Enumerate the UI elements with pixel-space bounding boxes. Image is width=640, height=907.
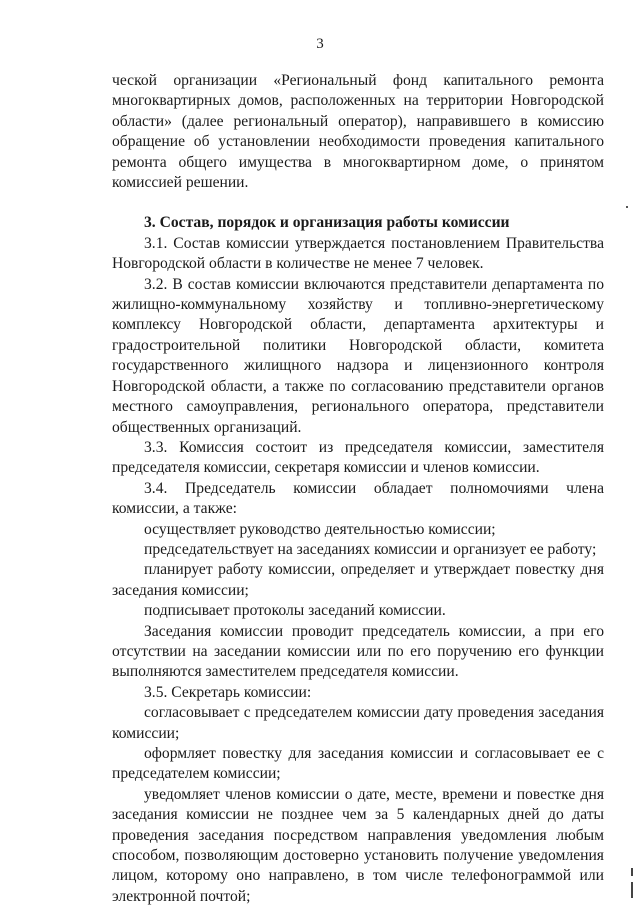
- paragraph-3-5: 3.5. Секретарь комиссии:: [144, 683, 312, 701]
- scan-edge-mark: [631, 882, 633, 898]
- page-number: 3: [316, 36, 324, 52]
- secretary-duty-item: оформляет повестку для заседания комиссии и согласовывает ее с председателем комиссии;: [112, 745, 604, 783]
- paragraph-3-1: 3.1. Состав комиссии утверждается постановлением Правительства Новгородской области в количестве не менее 7 человек.: [112, 234, 604, 273]
- scan-speck: [626, 206, 628, 208]
- scan-edge-mark: [631, 868, 633, 876]
- chair-duty-item: осуществляет руководство деятельностью комиссии;: [144, 520, 496, 538]
- chair-duty-item: председательствует на заседаниях комиссии и организует ее работу;: [144, 540, 597, 558]
- paragraph-3-2: 3.2. В состав комиссии включаются представители департамента по жилищно-коммунальному хозяйству и топливно-энергетическому комплексу Новгородской области, департамента архитектуры и градостроительной политики Новгородской области, комитета государственного жилищного надзора и лицензионного контроля Новгородской области, а также по согласованию представители органов местного самоуправления, регионального оператора, представители общественных организаций.: [112, 275, 604, 436]
- paragraph-3-3: 3.3. Комиссия состоит из председателя комиссии, заместителя председателя комиссии, секретаря комиссии и членов комиссии.: [112, 438, 604, 477]
- section-heading: 3. Состав, порядок и организация работы комиссии: [144, 214, 510, 232]
- secretary-duty-item: согласовывает с председателем комиссии дату проведения заседания комиссии;: [112, 704, 604, 742]
- paragraph-continuation: ческой организации «Региональный фонд капитального ремонта многоквартирных домов, расположенных на территории Новгородской области» (далее региональный оператор), направившего в комиссию обращение об установлении необходимости проведения капитального ремонта общего имущества в многоквартирном доме, о принятом комиссией решении.: [112, 72, 604, 192]
- paragraph-meetings: Заседания комиссии проводит председатель комиссии, а при его отсутствии на заседании комиссии или по его поручению его функции выполняются заместителем председателя комиссии.: [112, 622, 604, 681]
- chair-duty-item: подписывает протоколы заседаний комиссии.: [144, 602, 446, 620]
- secretary-duty-item: уведомляет членов комиссии о дате, месте, времени и повестке дня заседания комиссии не позднее чем за 5 календарных дней до даты проведения заседания посредством направления уведомления любым способом, позволяющим достоверно установить получение уведомления лицом, которому оно направлено, в том числе телефонограммой или электронной почтой;: [112, 785, 604, 905]
- chair-duty-item: планирует работу комиссии, определяет и утверждает повестку дня заседания комиссии;: [112, 561, 604, 599]
- document-body: [112, 71, 604, 907]
- paragraph-3-4: 3.4. Председатель комиссии обладает полномочиями члена комиссии, а также:: [112, 479, 604, 518]
